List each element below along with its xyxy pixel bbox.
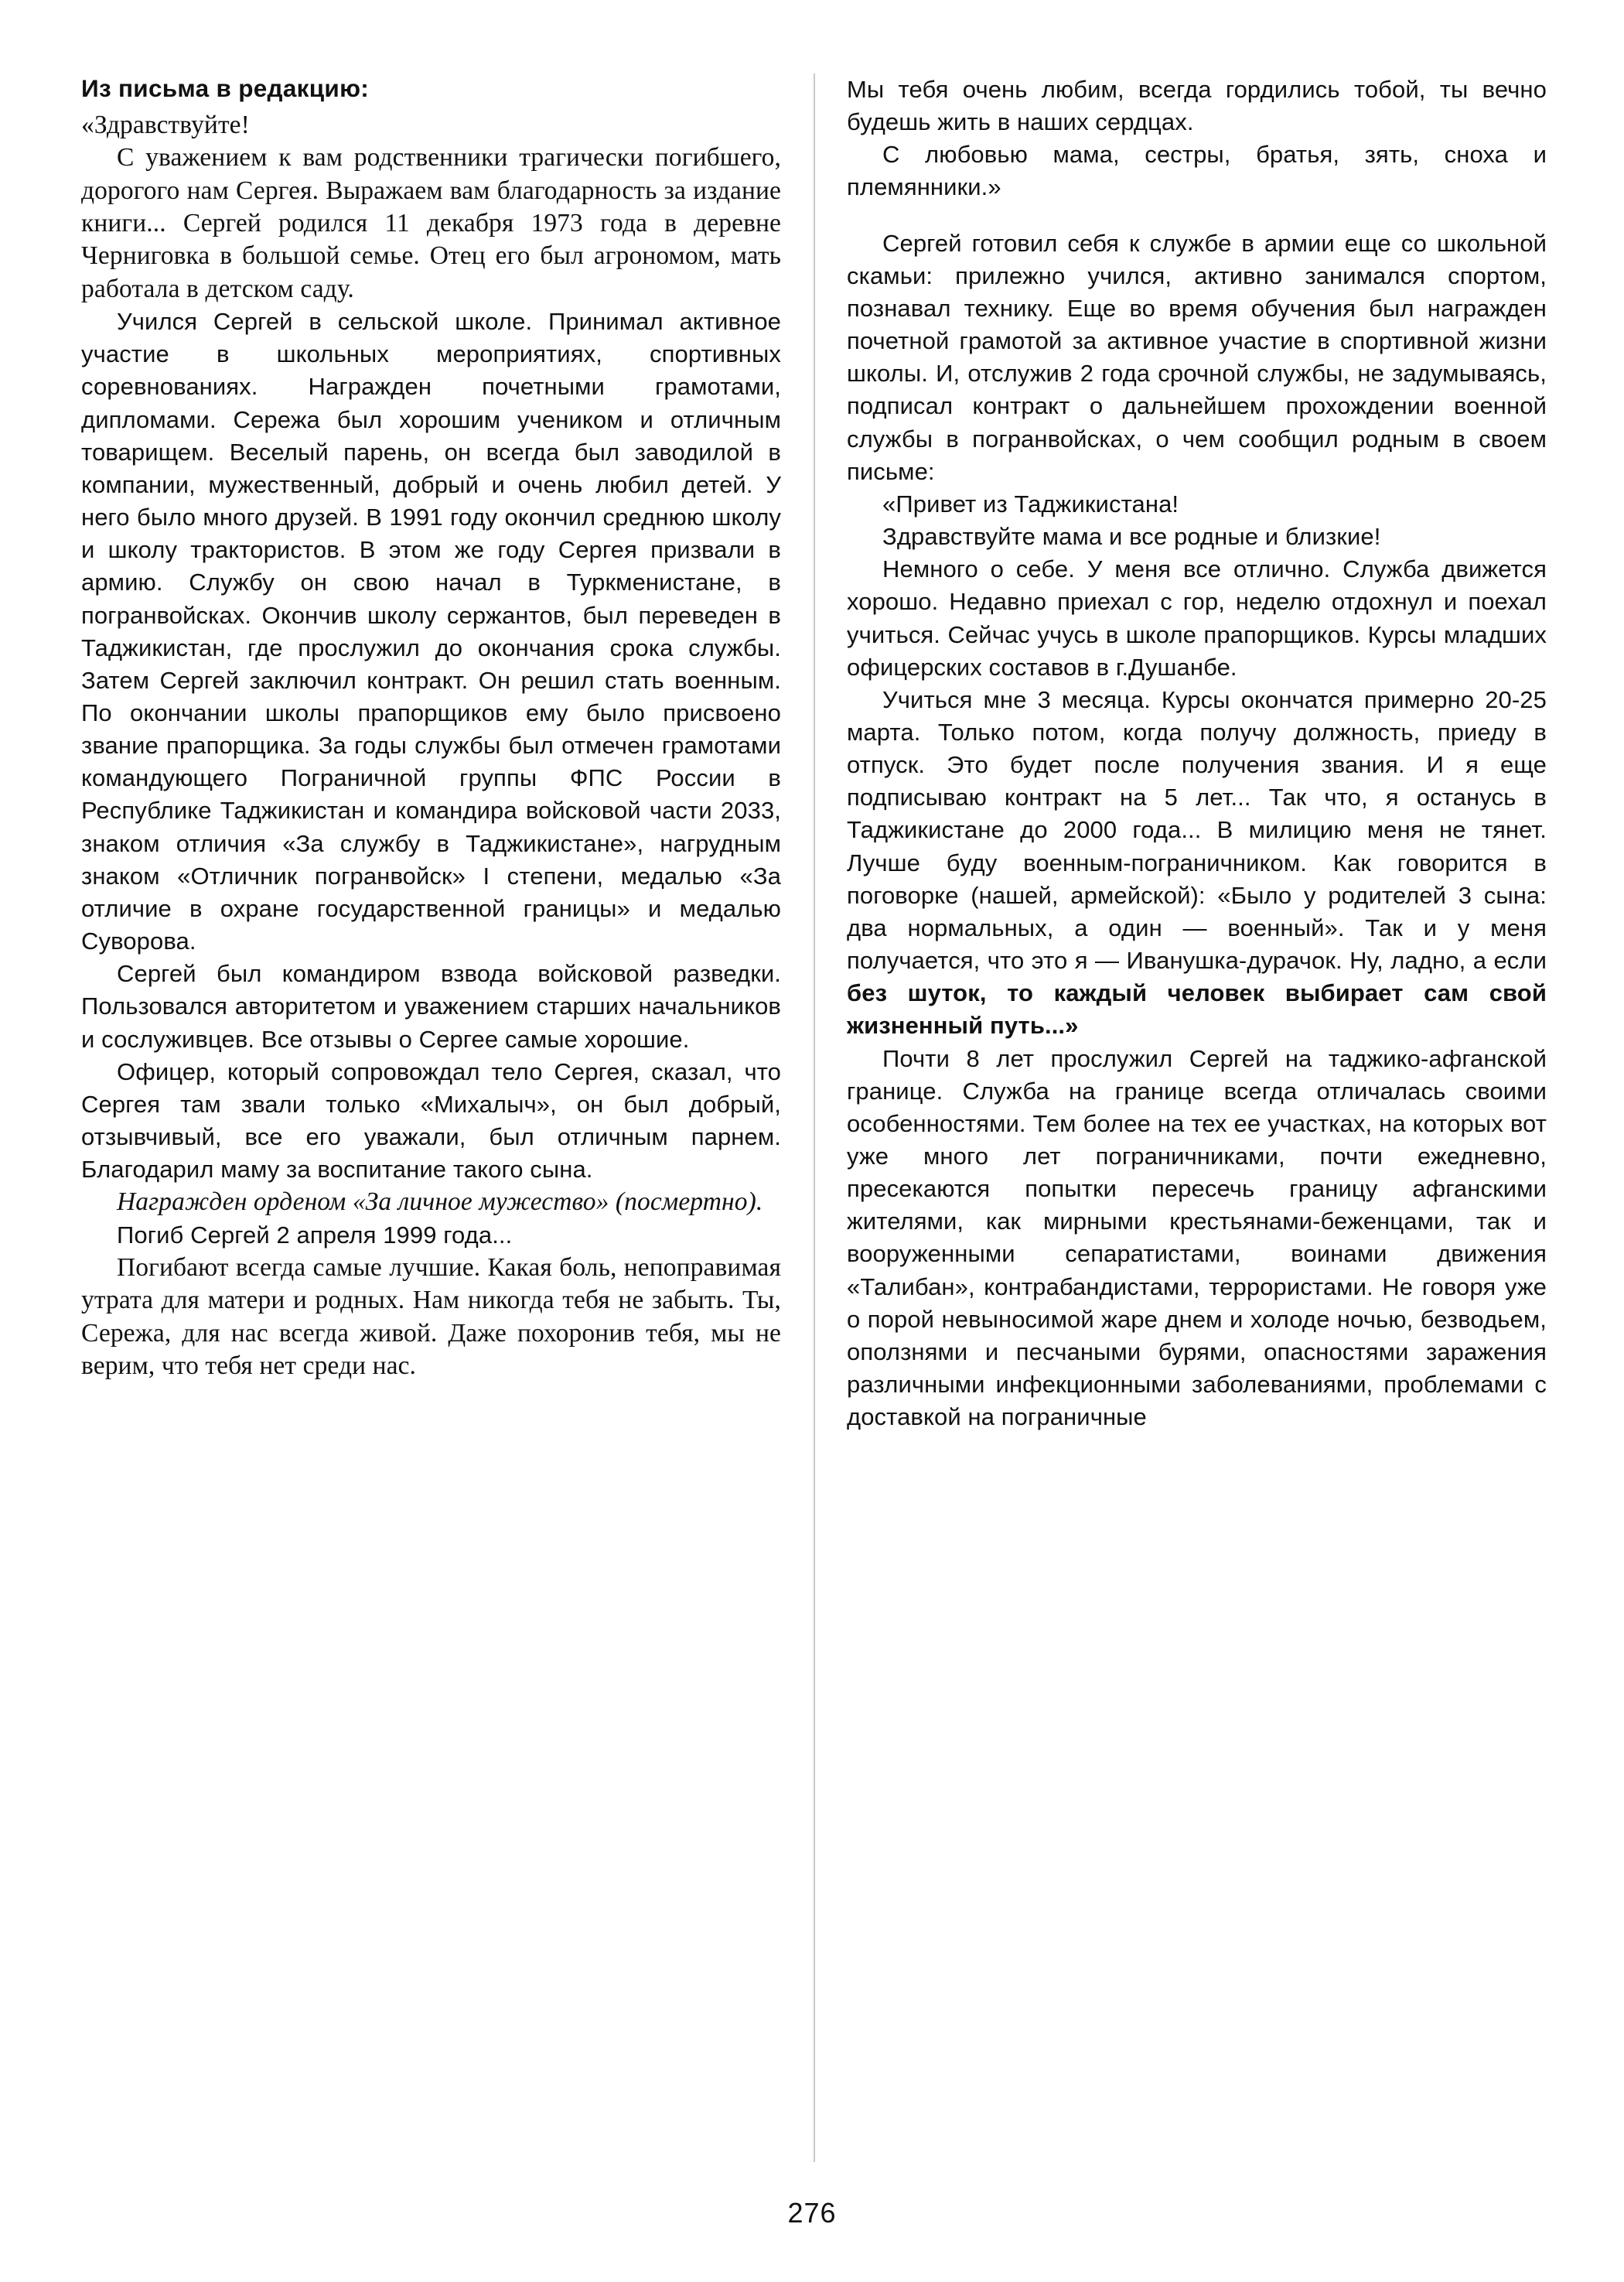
paragraph: Немного о себе. У меня все отлично. Служба движется хорошо. Недавно приехал с гор, неделю отдохнул и поехал учиться. Сейчас учусь в школе прапорщиков. Курсы младших офицерских составов в г.Душанбе. [847,555,1547,681]
paragraph-mixed-part1: Учиться мне 3 месяца. Курсы окончатся примерно 20-25 марта. Только потом, когда получу должность, приеду в отпуск. Это будет после получения звания. И я еще подписываю контракт на 5 лет... Так что, я останусь в Таджикистане до 2000 года... В милицию меня не тянет. Лучше буду военным-пограничником. Как говорится в поговорке (нашей, армейской): «Было у родителей 3 сына: два нормальных, а один — военный». Так и у меня получается, что это я — Иванушка-дурачок. Ну, ладно, а если [847,685,1547,975]
paragraph-mixed-bold-lead: без шуток, то [847,979,1054,1007]
paragraph: Погибают всегда самые лучшие. Какая боль, непоправимая утрата для матери и родных. Нам никогда тебя не забыть. Ты, Сережа, для нас всегда живой. Даже похоронив тебя, мы не верим, что тебя нет среди нас. [81,1252,781,1380]
column-divider [814,73,815,2162]
paragraph: Мы тебя очень любим, всегда гордились тобой, ты вечно будешь жить в наших сердцах. [847,76,1547,136]
paragraph-closing: Почти 8 лет прослужил Сергей на таджико-афганской границе. Служба на границе всегда отличалась своими особенностями. Тем более на тех ее участках, на которых вот уже много лет пограничниками, почти ежедневно, пресекаются попытки пересечь границу афганскими жителями, как мирными крестьянами-беженцами, так и вооруженными сепаратистами, воинами движения «Талибан», контрабандистами, террористами. Не говоря уже о порой невыносимой жаре днем и холоде ночью, безводьем, оползнями и песчаными бурями, опасностями заражения различными инфекционными заболеваниями, проблемами с доставкой на пограничные [847,1044,1547,1431]
paragraph-mixed-bold-emphasis: каждый человек выбирает сам свой жизненный путь...» [847,979,1547,1040]
paragraph: Здравствуйте мама и все родные и близкие! [882,523,1381,551]
page-number: 276 [787,2197,837,2229]
paragraph: Сергей готовил себя к службе в армии еще со школьной скамьи: прилежно учился, активно занимался спортом, познавал технику. Еще во время обучения был награжден почетной грамотой за активное участие в спортивной жизни школы. И, отслужив 2 года срочной службы, не задумываясь, подписал контракт о дальнейшем прохождении военной службы в погранвойсках, о чем сообщил родным в своем письме: [847,229,1547,485]
paragraph-letter-open: «Привет из Таджикистана! [882,490,1179,518]
paragraph-award: Награжден орденом «За личное мужество» (посмертно). [117,1187,763,1217]
paragraph: Офицер, который сопровождал тело Сергея, сказал, что Сергея там звали только «Михалыч», он был добрый, отзывчивый, все его уважали, был отличным парнем. Благодарил маму за воспитание такого сына. [81,1057,781,1184]
paragraph: Учился Сергей в сельской школе. Принимал активное участие в школьных мероприятиях, спортивных соревнованиях. Награжден почетными грамотами, дипломами. Сережа был хорошим учеником и отличным товарищем. Веселый парень, он всегда был заводилой в компании, мужественный, добрый и очень любил детей. У него было много друзей. В 1991 году окончил среднюю школу и школу трактористов. В этом же году Сергея призвали в армию. Службу он свою начал в Туркменистане, в погранвойсках. Окончив школу сержантов, был переведен в Таджикистан, где прослужил до окончания срока службы. Затем Сергей заключил контракт. Он решил стать военным. По окончании школы прапорщиков ему было присвоено звание прапорщика. За годы службы был отмечен грамотами командующего Пограничной группы ФПС России в Республике Таджикистан и командира войсковой части 2033, знаком отличия «За службу в Таджикистане», нагрудным знаком «Отличник погранвойск» I степени, медалью «За отличие в охране государственной границы» и медалью Суворова. [81,308,781,955]
right-column [847,73,1547,2154]
paragraph-death-date: Погиб Сергей 2 апреля 1999 года... [117,1221,513,1249]
paragraph-mixed [847,684,1547,1043]
page-columns [81,73,1547,2154]
letter-heading: Из письма в редакцию: [81,74,370,102]
paragraph: С уважением к вам родственники трагически погибшего, дорогого нам Сергея. Выражаем вам благодарность за издание книги... Сергей родился 11 декабря 1973 года в деревне Черниговка в большой семье. Отец его был агрономом, мать работала в детском саду. [81,143,781,303]
paragraph-signature: С любовью мама, сестры, братья, зять, сноха и племянники.» [847,141,1547,201]
paragraph: Сергей был командиром взвода войсковой разведки. Пользовался авторитетом и уважением старших начальников и сослуживцев. Все отзывы о Сергее самые хорошие. [81,960,781,1053]
left-column [81,73,781,2154]
letter-greeting: «Здравствуйте! [81,110,250,139]
